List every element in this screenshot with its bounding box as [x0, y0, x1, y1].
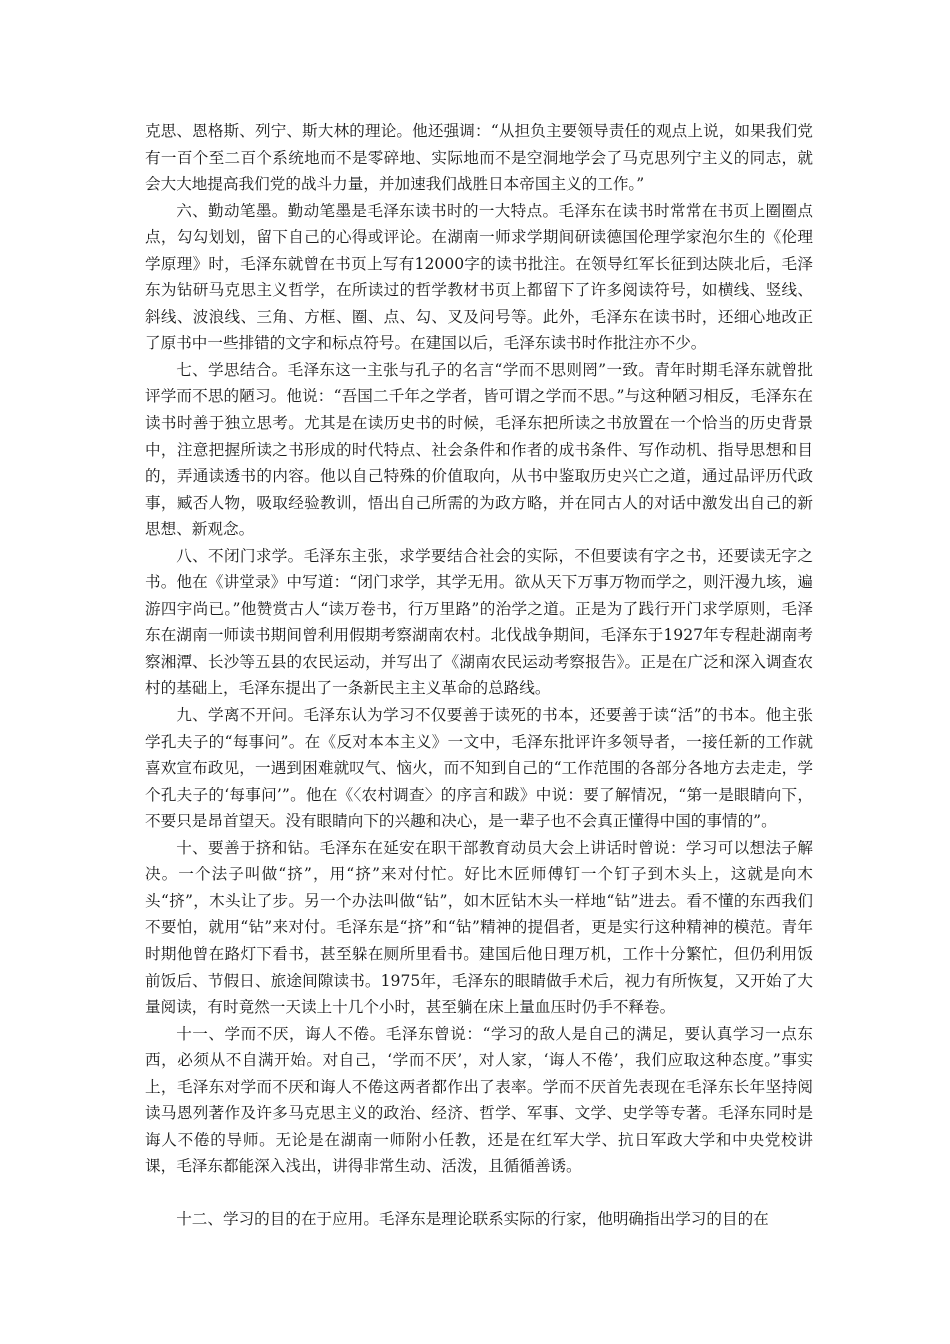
paragraph-section-8: 八、不闭门求学。毛泽东主张，求学要结合社会的实际，不但要读有字之书，还要读无字之书。他在《讲堂录》中写道：“闭门求学，其学无用。欲从天下万事万物而学之，则汗漫九垓，遍游四宇尚已。”他赞赏古人“读万卷书，行万里路”的治学之道。正是为了践行开门求学原则，毛泽东在湖南一师读书期间曾利用假期考察湖南农村。北伐战争期间，毛泽东于1927年专程赴湖南考察湘潭、长沙等五县的农民运动，并写出了《湖南农民运动考察报告》。正是在广泛和深入调查农村的基础上，毛泽东提出了一条新民主主义革命的总路线。: [145, 546, 813, 698]
paragraph-section-10: 十、要善于挤和钻。毛泽东在延安在职干部教育动员大会上讲话时曾说：学习可以想法子解决。一个法子叫做“挤”，用“挤”来对付忙。好比木匠师傅钉一个钉子到木头上，这就是向木头“挤”，木头让了步。另一个办法叫做“钻”，如木匠钻木头一样地“钻”进去。看不懂的东西我们不要怕，就用“钻”来对付。毛泽东是“挤”和“钻”精神的提倡者，更是实行这种精神的模范。青年时期他曾在路灯下看书，甚至躲在厕所里看书。建国后他日理万机，工作十分繁忙，但仍利用饭前饭后、节假日、旅途间隙读书。1975年，毛泽东的眼睛做手术后，视力有所恢复，又开始了大量阅读，有时竟然一天读上十几个小时，甚至躺在床上量血压时仍手不释卷。: [145, 838, 813, 1017]
paragraph-continuation: 克思、恩格斯、列宁、斯大林的理论。他还强调：“从担负主要领导责任的观点上说，如果我们党有一百个至二百个系统地而不是零碎地、实际地而不是空洞地学会了马克思列宁主义的同志，就会大大地提高我们党的战斗力量，并加速我们战胜日本帝国主义的工作。”: [145, 122, 813, 194]
document-body: [145, 118, 813, 1232]
paragraph-spacer: [145, 1180, 813, 1206]
paragraph-section-12: 十二、学习的目的在于应用。毛泽东是理论联系实际的行家，他明确指出学习的目的在: [176, 1209, 769, 1228]
paragraph-section-11: 十一、学而不厌，诲人不倦。毛泽东曾说：“学习的敌人是自己的满足，要认真学习一点东西，必须从不自满开始。对自己，‘学而不厌’，对人家，‘诲人不倦’，我们应取这种态度。”事实上，毛泽东对学而不厌和诲人不倦这两者都作出了表率。学而不厌首先表现在毛泽东长年坚持阅读马恩列著作及许多马克思主义的政治、经济、哲学、军事、文学、史学等专著。毛泽东同时是诲人不倦的导师。无论是在湖南一师附小任教，还是在红军大学、抗日军政大学和中央党校讲课，毛泽东都能深入浅出，讲得非常生动、活泼，且循循善诱。: [145, 1024, 813, 1176]
paragraph-section-7: 七、学思结合。毛泽东这一主张与孔子的名言“学而不思则罔”一致。青年时期毛泽东就曾批评学而不思的陋习。他说：“吾国二千年之学者，皆可谓之学而不思。”与这种陋习相反，毛泽东在读书时善于独立思考。尤其是在读历史书的时候，毛泽东把所读之书放置在一个恰当的历史背景中，注意把握所读之书形成的时代特点、社会条件和作者的成书条件、写作动机、指导思想和目的，弄通读透书的内容。他以自己特殊的价值取向，从书中鉴取历史兴亡之道，通过品评历代政事，臧否人物，吸取经验教训，悟出自己所需的为政方略，并在同古人的对话中激发出自己的新思想、新观念。: [145, 360, 813, 539]
paragraph-section-6: 六、勤动笔墨。勤动笔墨是毛泽东读书时的一大特点。毛泽东在读书时常常在书页上圈圈点点，勾勾划划，留下自己的心得或评论。在湖南一师求学期间研读德国伦理学家泡尔生的《伦理学原理》时，毛泽东就曾在书页上写有12000字的读书批注。在领导红军长征到达陕北后，毛泽东为钻研马克思主义哲学，在所读过的哲学教材书页上都留下了许多阅读符号，如横线、竖线、斜线、波浪线、三角、方框、圈、点、勾、叉及问号等。此外，毛泽东在读书时，还细心地改正了原书中一些排错的文字和标点符号。在建国以后，毛泽东读书时作批注亦不少。: [145, 201, 813, 353]
paragraph-section-9: 九、学离不开问。毛泽东认为学习不仅要善于读死的书本，还要善于读“活”的书本。他主张学孔夫子的“每事问”。在《反对本本主义》一文中，毛泽东批评许多领导者，一接任新的工作就喜欢宣布政见，一遇到困难就叹气、恼火，而不知到自己的“工作范围的各部分各地方去走走，学个孔夫子的‘每事问’”。他在《〈农村调查〉的序言和跋》中说：要了解情况，“第一是眼睛向下，不要只是昂首望天。没有眼睛向下的兴趣和决心，是一辈子也不会真正懂得中国的事情的”。: [145, 706, 813, 831]
